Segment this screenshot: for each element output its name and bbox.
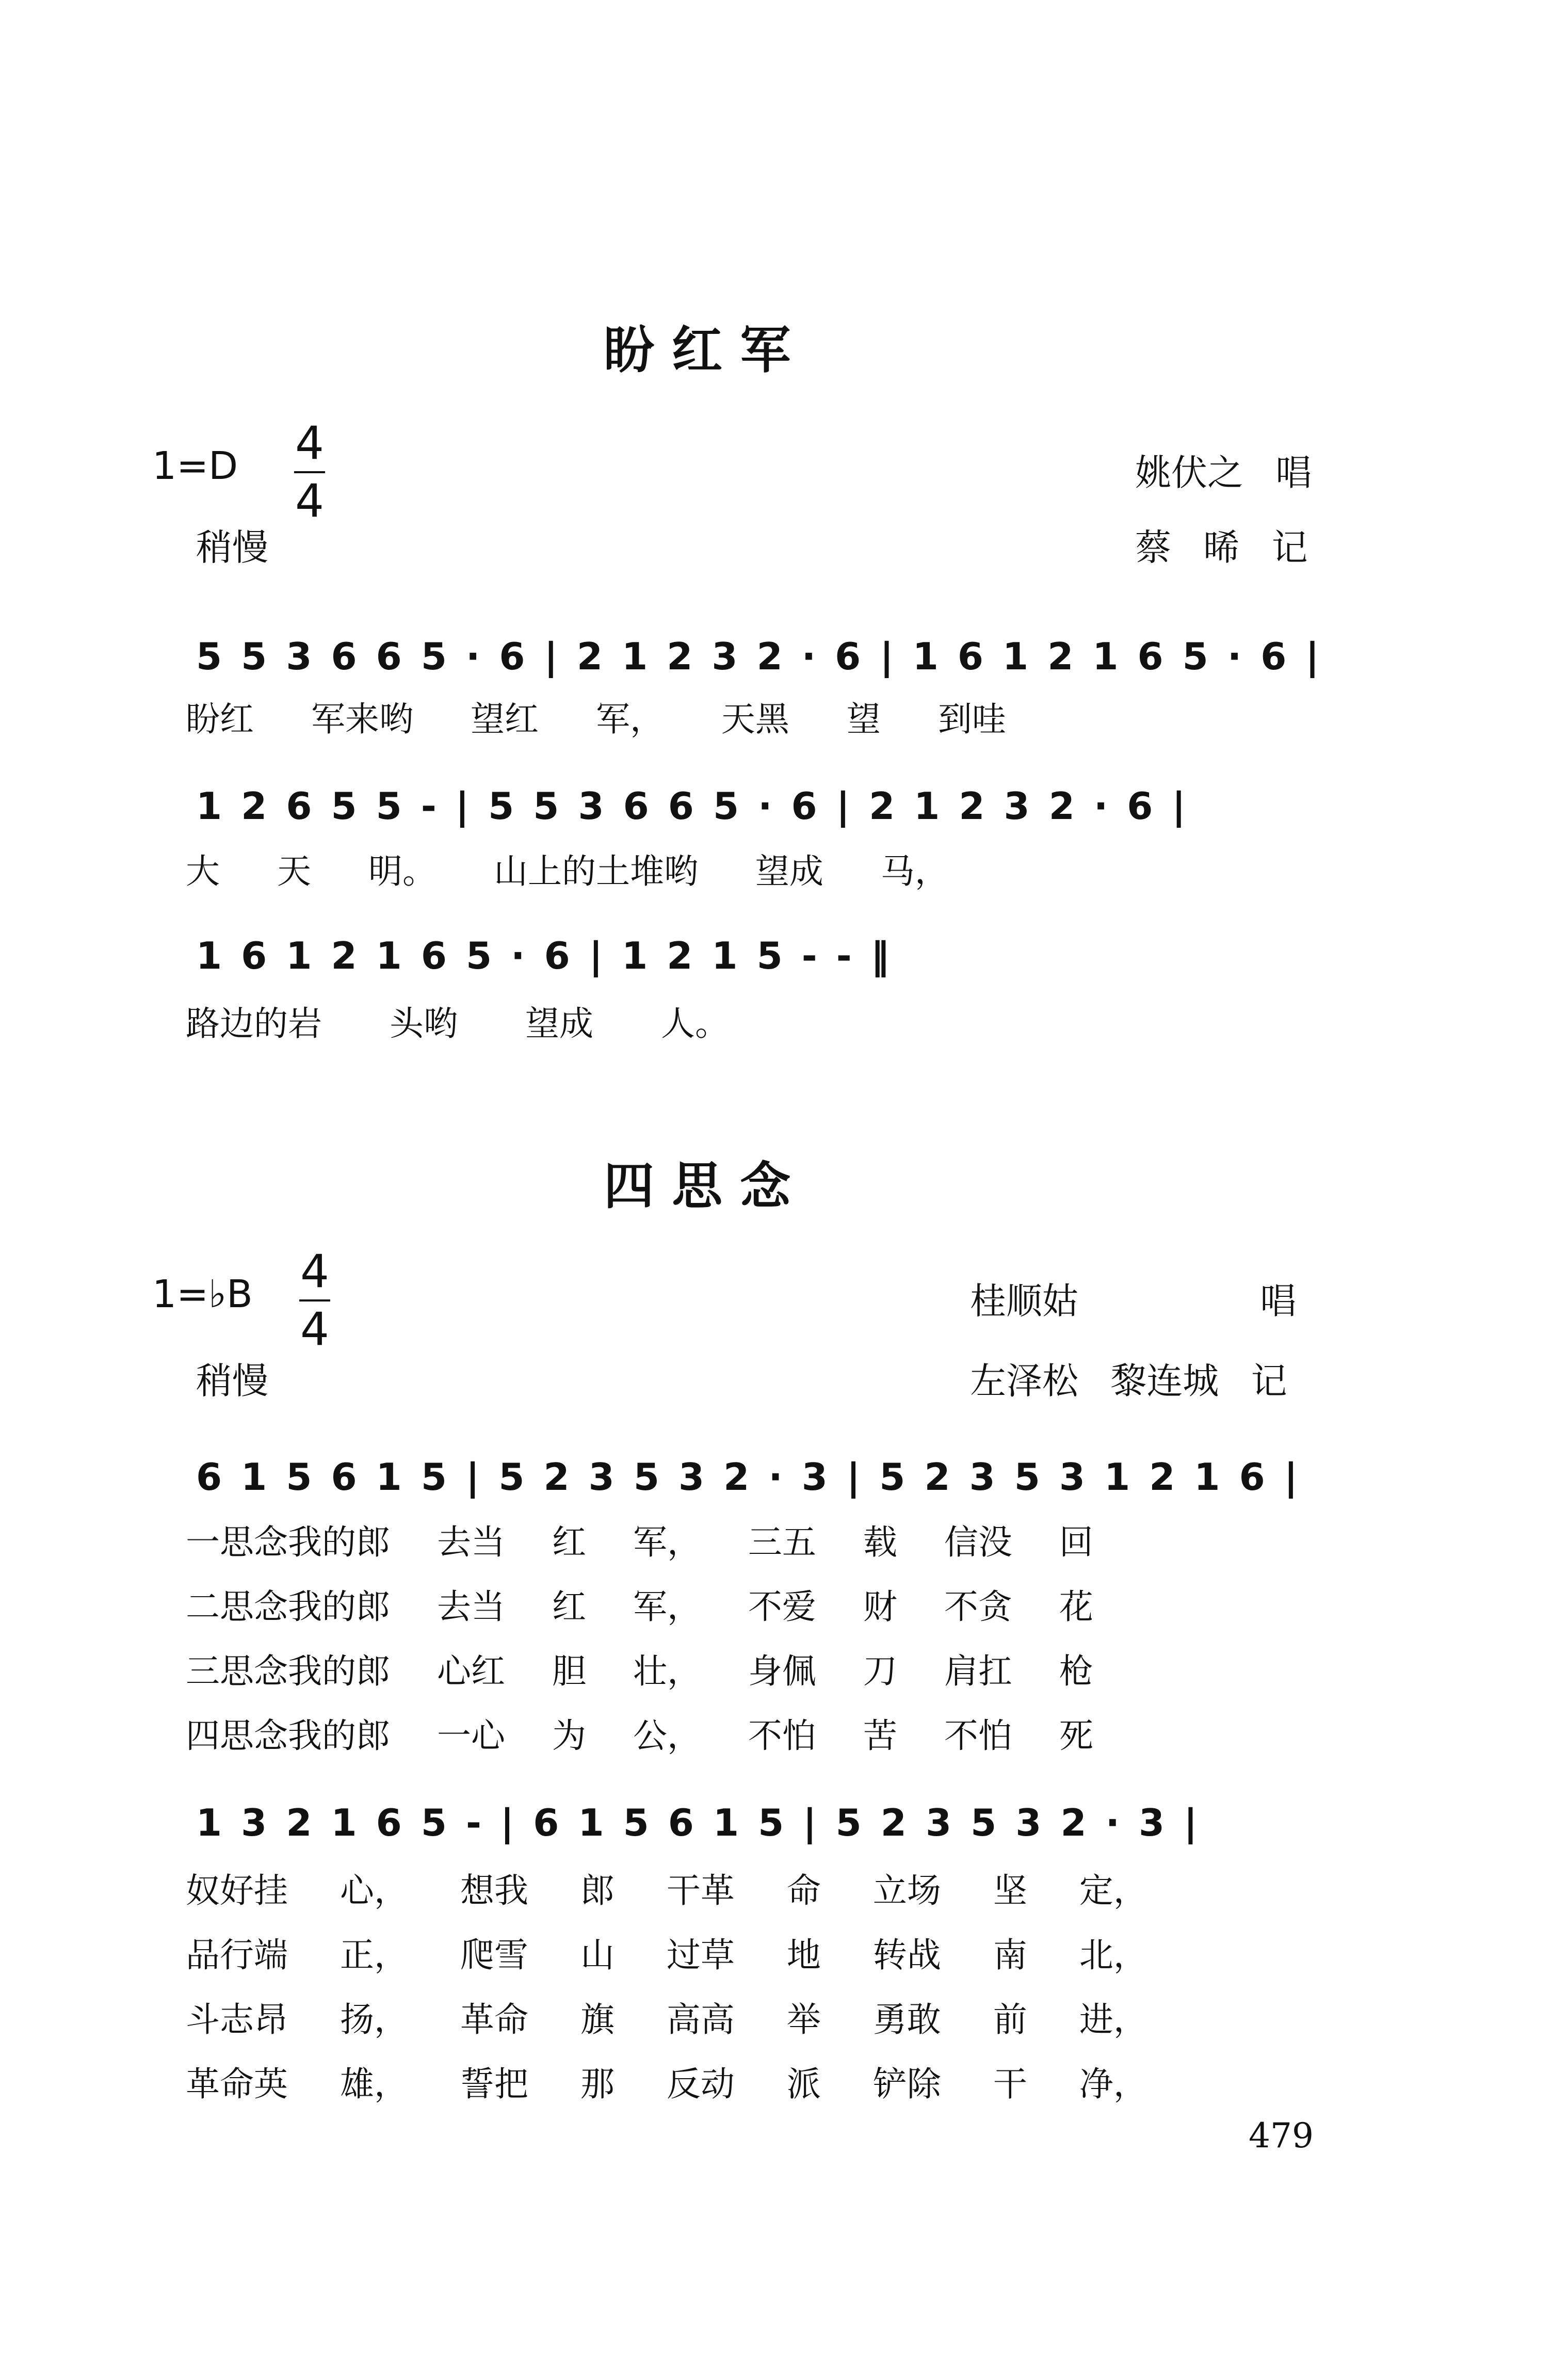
song1-lyric-line: 路边的岩 头哟 望成 人。 xyxy=(186,1004,729,1043)
song1-notation-line: 5 5 3 6 6 5 · 6 | 2 1 2 3 2 · 6 | 1 6 1 2 1 6 5 · 6 | xyxy=(196,635,1322,678)
song2-singer: 桂顺姑 唱 xyxy=(970,1280,1297,1322)
page-number: 479 xyxy=(1249,2116,1314,2156)
song2-verse-line: 一思念我的郎 去当 红 军， 三五 载 信没 回 xyxy=(186,1522,1093,1562)
song2-verse-line: 斗志昂 扬， 革命 旗 高高 举 勇敢 前 进， xyxy=(186,2000,1147,2039)
song1-lyric-line: 大 天 明。 山上的土堆哟 望成 马， xyxy=(186,851,949,891)
song2-title: 四 思 念 xyxy=(604,1157,791,1216)
song2-meter-top: 4 xyxy=(300,1245,329,1298)
song2-tempo: 稍慢 xyxy=(196,1360,268,1402)
song1-recorder: 蔡 晞 记 xyxy=(1135,526,1308,569)
song1-title: 盼 红 军 xyxy=(604,321,791,380)
song1-meter xyxy=(294,416,325,527)
song2-key: 1=♭B xyxy=(152,1272,253,1316)
song2-recorder: 左泽松 黎连城 记 xyxy=(970,1360,1287,1402)
song1-notation-line: 1 2 6 5 5 - | 5 5 3 6 6 5 · 6 | 2 1 2 3 2 · 6 | xyxy=(196,784,1189,828)
song1-meter-bottom: 4 xyxy=(295,474,324,527)
song2-verse-line: 革命英 雄， 誓把 那 反动 派 铲除 干 净， xyxy=(186,2064,1147,2104)
song1-singer: 姚伏之 唱 xyxy=(1135,452,1312,494)
song1-notation-line: 1 6 1 2 1 6 5 · 6 | 1 2 1 5 - - ‖ xyxy=(196,934,893,977)
song2-verse-line: 二思念我的郎 去当 红 军， 不爱 财 不贪 花 xyxy=(186,1587,1093,1627)
song1-meter-top: 4 xyxy=(295,416,324,470)
song1-lyric-line: 盼红 军来哟 望红 军， 天黑 望 到哇 xyxy=(186,699,1006,739)
song2-notation-line: 1 3 2 1 6 5 - | 6 1 5 6 1 5 | 5 2 3 5 3 2 · 3 | xyxy=(196,1801,1201,1844)
song2-notation-line: 6 1 5 6 1 5 | 5 2 3 5 3 2 · 3 | 5 2 3 5 3 1 2 1 6 | xyxy=(196,1455,1301,1499)
song2-verse-line: 四思念我的郎 一心 为 公， 不怕 苦 不怕 死 xyxy=(186,1716,1093,1756)
song1-tempo: 稍慢 xyxy=(196,526,268,569)
song2-verse-line: 品行端 正， 爬雪 山 过草 地 转战 南 北， xyxy=(186,1935,1147,1975)
song1-key: 1=D xyxy=(152,444,238,488)
song2-verse-line: 奴好挂 心， 想我 郎 干革 命 立场 坚 定， xyxy=(186,1871,1147,1910)
song2-meter xyxy=(299,1245,330,1356)
song2-meter-bottom: 4 xyxy=(300,1303,329,1356)
song2-verse-line: 三思念我的郎 心红 胆 壮， 身佩 刀 肩扛 枪 xyxy=(186,1651,1093,1691)
